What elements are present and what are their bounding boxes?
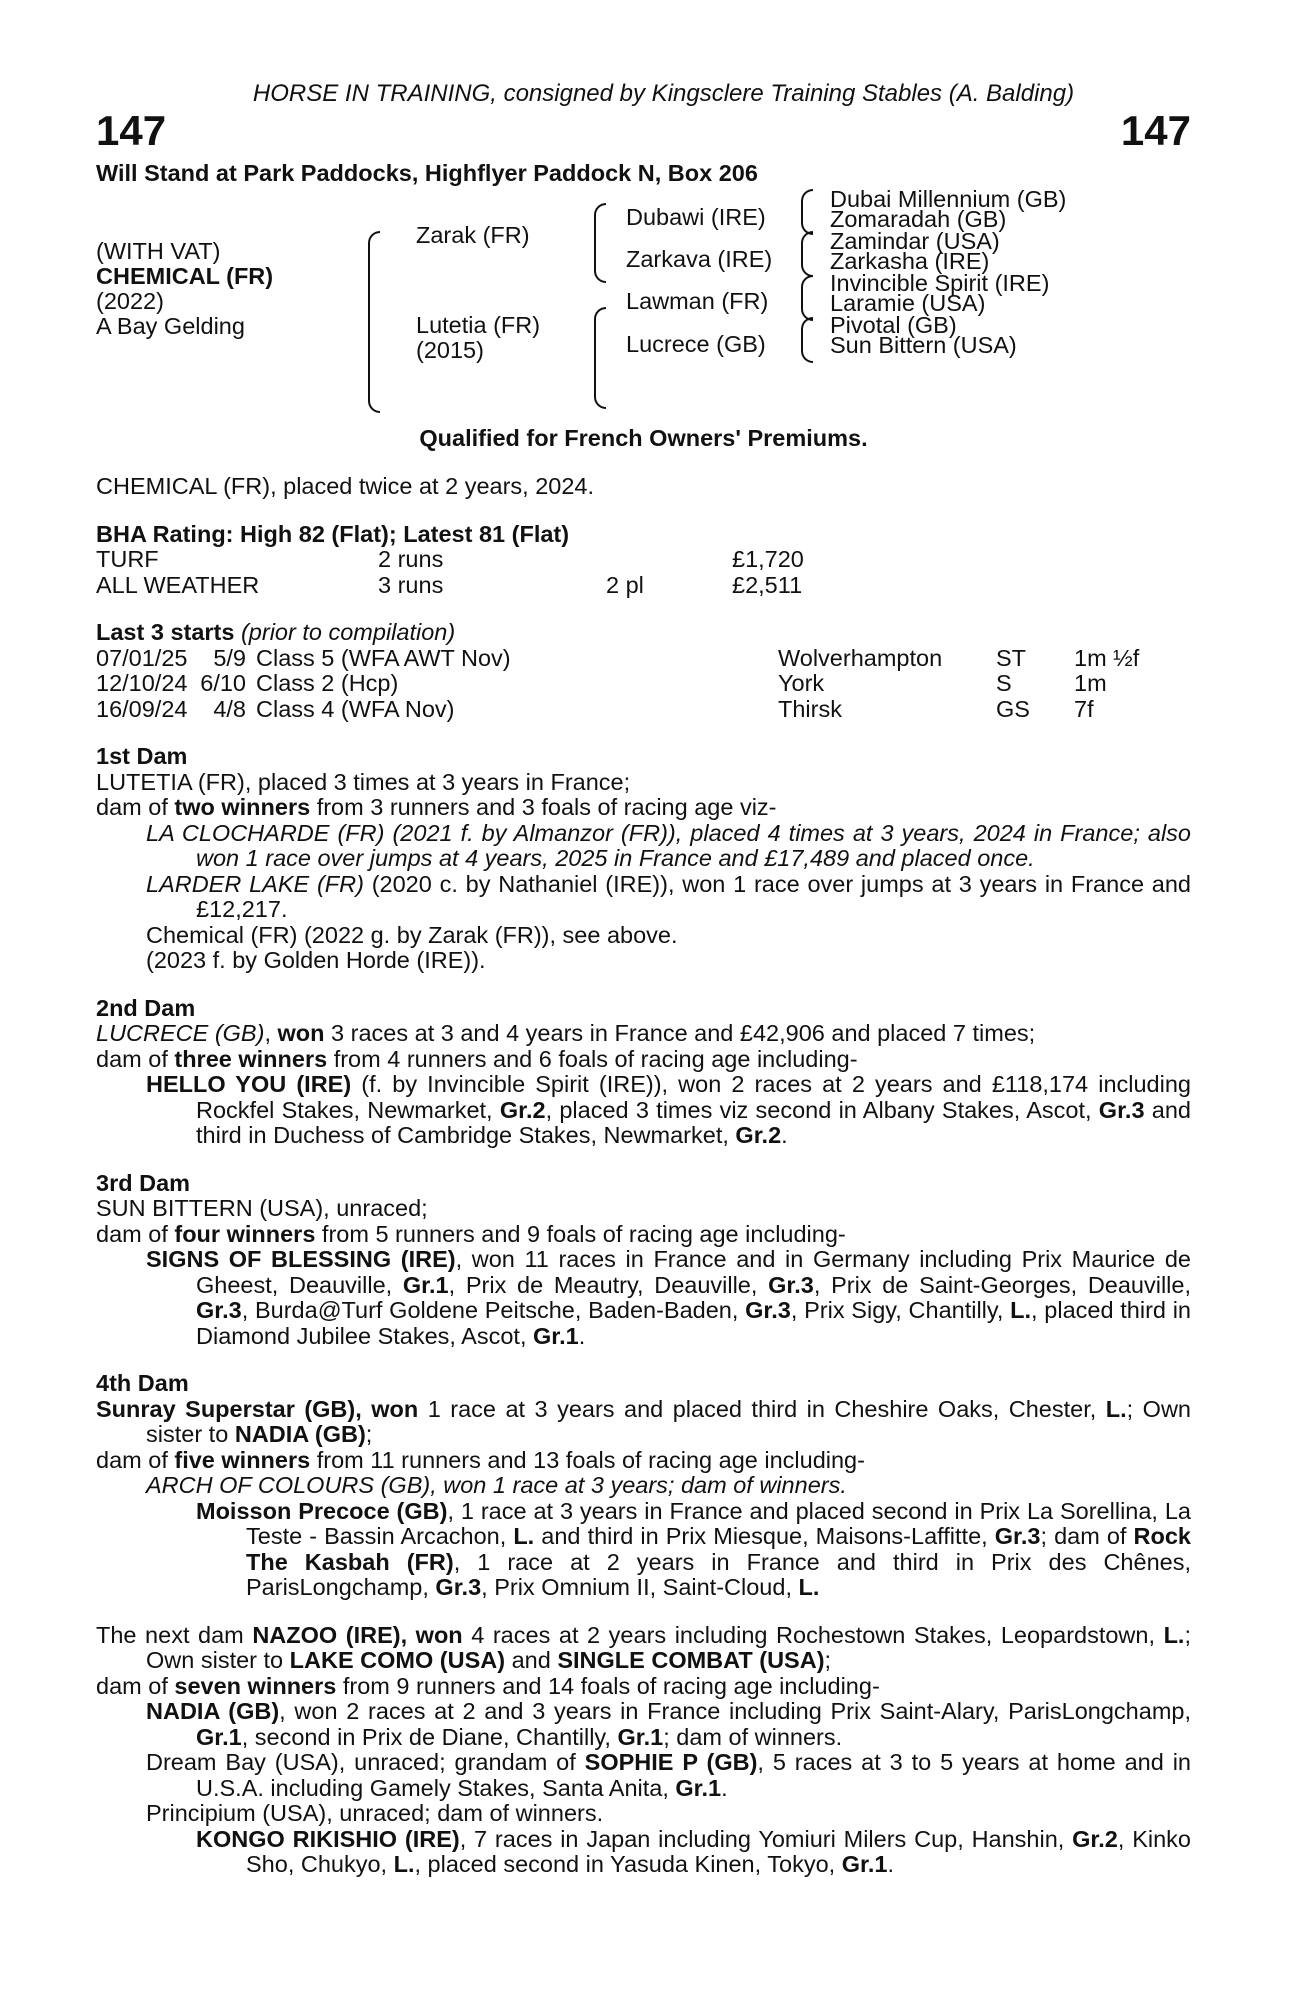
text: , placed 3 times viz second in Albany Stakes, Ascot, — [545, 1096, 1099, 1123]
premiums-note: Qualified for French Owners' Premiums. — [419, 425, 868, 451]
text: 4 races at 2 years including Rochestown Stakes, Leopardstown, — [462, 1621, 1164, 1648]
sibling-name: NADIA (GB) — [234, 1421, 366, 1447]
grand-offspring-entry — [96, 1827, 1191, 1878]
dam-name: Sunray Superstar (GB), won — [96, 1395, 419, 1422]
dam-name: NAZOO (IRE), won — [252, 1621, 463, 1648]
start-row — [96, 697, 1191, 723]
text: and third in Duchess of Cambridge Stakes, Newmarket, — [196, 1096, 1191, 1148]
text: dam of — [96, 1672, 175, 1699]
text: , placed third in Diamond Jubilee Stakes, Ascot, — [196, 1297, 1191, 1349]
offspring-name: HELLO YOU (IRE) — [146, 1071, 352, 1097]
produce-line — [96, 795, 1191, 821]
offspring-entry: LA CLOCHARDE (FR) (2021 f. by Almanzor (FR)), placed 4 times at 3 years, 2024 in France; also won 1 race over jumps at 4 years, 2025 in France and £17,489 and placed once. — [146, 819, 1191, 871]
start-course: Wolverhampton — [778, 644, 943, 671]
text: ; Own sister to — [146, 1395, 1191, 1447]
start-going: GS — [996, 695, 1030, 722]
start-position: 6/10 — [200, 670, 246, 696]
sire-sire: Dubawi (IRE) — [626, 204, 766, 230]
text: , placed second in Yasuda Kinen, Tokyo, — [414, 1851, 842, 1877]
offspring-name: KONGO RIKISHIO (IRE) — [196, 1825, 460, 1852]
offspring-name: Moisson Precoce (GB) — [196, 1497, 448, 1524]
catalogue-page — [96, 80, 1191, 1878]
lot-number-right: 147 — [1120, 107, 1191, 154]
dam-brace — [594, 307, 606, 409]
sire-brace — [594, 203, 606, 283]
grade: L. — [798, 1574, 820, 1600]
text: won — [277, 1020, 325, 1046]
start-race: Class 4 (WFA Nov) — [256, 695, 455, 722]
dam-line — [96, 1021, 1191, 1047]
text: dam of — [96, 1045, 175, 1072]
text: ; dam of winners. — [663, 1723, 843, 1750]
last-starts-block — [96, 620, 1191, 722]
sibling-name: LAKE COMO (USA) — [289, 1647, 506, 1673]
rating-placed — [606, 547, 732, 573]
text: and — [505, 1647, 558, 1673]
sdd: Zarkasha (IRE) — [830, 248, 990, 274]
rating-placed: 2 pl — [606, 571, 644, 598]
offspring-entry — [96, 1072, 1191, 1149]
text: from 3 runners and 3 foals of racing age viz- — [310, 794, 777, 820]
rating-title: BHA Rating: High 82 (Flat); Latest 81 (Flat) — [96, 520, 570, 547]
consignor-line: HORSE IN TRAINING, consigned by Kingsclere Training Stables (A. Balding) — [252, 80, 1075, 107]
offspring-entry: ARCH OF COLOURS (GB), won 1 race at 3 years; dam of winners. — [146, 1472, 847, 1498]
first-dam-section — [96, 744, 1191, 974]
last-starts-heading — [96, 620, 1191, 646]
text: , Prix Omnium II, Saint-Cloud, — [481, 1574, 799, 1600]
start-distance: 7f — [1074, 695, 1094, 722]
text: . — [578, 1322, 586, 1349]
text: ; Own sister to — [146, 1621, 1191, 1673]
grade: Gr.3 — [994, 1523, 1041, 1549]
text: , Kinko Sho, Chukyo, — [246, 1825, 1192, 1877]
start-date: 16/09/24 — [96, 695, 188, 722]
offspring-name: SIGNS OF BLESSING (IRE) — [146, 1246, 456, 1272]
lot-number-row — [96, 107, 1191, 154]
ss-brace — [801, 189, 813, 235]
text: from 9 runners and 14 foals of racing age including- — [336, 1672, 880, 1699]
start-row — [96, 671, 1191, 697]
text: ; — [824, 1647, 832, 1673]
text: , won 11 races in France and in Germany including Prix Maurice de Gheest, Deauville, — [196, 1246, 1191, 1298]
text: , Burda@Turf Goldene Peitsche, Baden-Baden, — [241, 1297, 746, 1323]
produce-line — [96, 1047, 1191, 1073]
text: dam of — [96, 794, 175, 820]
grade: Gr.1 — [533, 1322, 579, 1349]
sd-brace — [801, 231, 813, 277]
pedigree-table — [96, 187, 1191, 417]
grade: Gr.3 — [1098, 1096, 1145, 1123]
text: dam of — [96, 1446, 175, 1473]
sss: Dubai Millennium (GB) — [830, 186, 1067, 212]
dds: Pivotal (GB) — [830, 312, 957, 338]
text: and third in Prix Miesque, Maisons-Laffitte, — [534, 1523, 995, 1549]
offspring-entry: Chemical (FR) (2022 g. by Zarak (FR)), see above. — [146, 921, 678, 948]
start-distance: 1m — [1074, 670, 1107, 696]
last-starts-title: Last 3 starts — [96, 619, 235, 645]
text: ; — [365, 1421, 373, 1447]
section-heading: 1st Dam — [96, 743, 188, 769]
third-dam-section — [96, 1171, 1191, 1350]
offspring-entry — [96, 1699, 1191, 1750]
text: , — [264, 1020, 278, 1046]
dam-line: LUTETIA (FR), placed 3 times at 3 years in France; — [96, 768, 631, 795]
offspring-entry — [96, 1750, 1191, 1801]
offspring-name: LARDER LAKE (FR) — [146, 870, 364, 897]
start-race: Class 5 (WFA AWT Nov) — [256, 644, 511, 671]
start-position: 4/8 — [213, 695, 246, 722]
offspring-entry — [96, 1247, 1191, 1349]
text: , 5 races at 3 to 5 years at home and in U.S.A. including Gamely Stakes, Santa Anita, — [196, 1749, 1191, 1801]
grade: L. — [1163, 1621, 1185, 1648]
rating-runs: 3 runs — [378, 571, 444, 598]
text: from 5 runners and 9 foals of racing age including- — [315, 1220, 846, 1247]
race-summary: CHEMICAL (FR), placed twice at 2 years, 2024. — [96, 473, 595, 499]
grade: L. — [1010, 1297, 1032, 1323]
text: , Prix de Meautry, Deauville, — [448, 1271, 769, 1298]
dam-dam: Lucrece (GB) — [626, 331, 766, 357]
text: 3 races at 3 and 4 years in France and £42,906 and placed 7 times; — [324, 1020, 1036, 1046]
ds-brace — [801, 275, 813, 321]
winners-count: two winners — [174, 794, 311, 820]
rating-block — [96, 522, 1191, 599]
start-row — [96, 646, 1191, 672]
start-course: York — [778, 670, 825, 696]
second-dam-section — [96, 996, 1191, 1149]
start-going: ST — [996, 644, 1027, 671]
dam-year: (2015) — [416, 337, 484, 363]
text: . — [887, 1851, 894, 1877]
fourth-dam-section — [96, 1371, 1191, 1601]
grade: Gr.2 — [1072, 1825, 1118, 1852]
grade: Gr.2 — [499, 1096, 546, 1123]
winners-count: three winners — [174, 1045, 328, 1072]
text: , 7 races in Japan including Yomiuri Milers Cup, Hanshin, — [459, 1825, 1073, 1852]
text: , won 2 races at 2 and 3 years in France including Prix Saint-Alary, ParisLongchamp, — [279, 1698, 1191, 1724]
dam-line — [96, 1397, 1191, 1448]
rating-prize: £2,511 — [732, 571, 803, 598]
rating-runs: 2 runs — [378, 546, 444, 572]
produce-line — [96, 1448, 1191, 1474]
section-heading: 2nd Dam — [96, 994, 196, 1021]
text: , Prix Sigy, Chantilly, — [790, 1297, 1011, 1323]
text: The next dam — [96, 1621, 253, 1648]
start-date: 07/01/25 — [96, 644, 188, 671]
produce-line — [96, 1222, 1191, 1248]
offspring-entry: (2023 f. by Golden Horde (IRE)). — [146, 947, 486, 973]
text: from 11 runners and 13 foals of racing age including- — [310, 1446, 865, 1473]
start-course: Thirsk — [778, 695, 842, 722]
start-going: S — [996, 670, 1012, 696]
dam-name: LUCRECE (GB) — [96, 1020, 265, 1046]
ddd: Sun Bittern (USA) — [830, 332, 1017, 358]
lot-number-left: 147 — [96, 107, 167, 154]
grade: Gr.3 — [768, 1271, 814, 1298]
grade: Gr.1 — [841, 1851, 888, 1877]
grade: Gr.1 — [675, 1774, 722, 1801]
grade: L. — [513, 1523, 535, 1549]
rating-surface: ALL WEATHER — [96, 571, 260, 598]
stand-location: Will Stand at Park Paddocks, Highflyer Paddock N, Box 206 — [96, 160, 758, 186]
dam-sire: Lawman (FR) — [626, 288, 769, 314]
start-position: 5/9 — [213, 644, 246, 671]
dd-brace — [801, 317, 813, 363]
text: 1 race at 3 years and placed third in Cheshire Oaks, Chester, — [418, 1395, 1106, 1422]
text: (2020 c. by Nathaniel (IRE)), won 1 race over jumps at 3 years in France and £12,217. — [196, 870, 1191, 922]
offspring-name: Rock The Kasbah (FR) — [246, 1523, 1191, 1575]
grade: Gr.3 — [745, 1297, 791, 1323]
text: . — [781, 1122, 788, 1148]
start-race: Class 2 (Hcp) — [256, 670, 399, 696]
offspring-entry — [96, 872, 1191, 923]
section-heading: 3rd Dam — [96, 1169, 191, 1196]
last-starts-note: (prior to compilation) — [240, 619, 456, 645]
sds: Zamindar (USA) — [830, 228, 1000, 254]
text: dam of — [96, 1220, 175, 1247]
rating-row — [96, 547, 1191, 573]
grand-offspring-entry — [96, 1499, 1191, 1601]
horse-name: CHEMICAL (FR) — [96, 263, 274, 289]
winners-count: five winners — [174, 1446, 311, 1473]
text: from 4 runners and 6 foals of racing age including- — [327, 1045, 858, 1072]
section-heading: 4th Dam — [96, 1370, 189, 1396]
ssd: Zomaradah (GB) — [830, 206, 1007, 232]
winners-count: four winners — [174, 1220, 316, 1247]
text: , 1 race at 2 years in France and third in Prix des Chênes, ParisLongchamp, — [246, 1548, 1191, 1600]
rating-surface: TURF — [96, 546, 159, 572]
text: . — [721, 1774, 728, 1801]
dss: Invincible Spirit (IRE) — [830, 270, 1050, 296]
grade: Gr.3 — [196, 1297, 242, 1323]
horse-description: A Bay Gelding — [96, 313, 245, 339]
dam: Lutetia (FR) — [416, 312, 541, 338]
grade: Gr.3 — [435, 1574, 482, 1600]
produce-line — [96, 1674, 1191, 1700]
sire: Zarak (FR) — [416, 222, 530, 248]
start-distance: 1m ½f — [1074, 644, 1140, 671]
winners-count: seven winners — [174, 1672, 337, 1699]
offspring-name: NADIA (GB) — [146, 1698, 280, 1724]
dam-line: SUN BITTERN (USA), unraced; — [96, 1195, 428, 1221]
text: ; dam of — [1040, 1523, 1134, 1549]
grade: L. — [393, 1851, 415, 1877]
grade: L. — [1105, 1395, 1127, 1422]
horse-year: (2022) — [96, 288, 164, 314]
offspring-entry: Principium (USA), unraced; dam of winners. — [146, 1800, 604, 1826]
text: , second in Prix de Diane, Chantilly, — [241, 1723, 618, 1750]
dsd: Laramie (USA) — [830, 290, 986, 316]
vat-note: (WITH VAT) — [96, 238, 221, 264]
sire-dam: Zarkava (IRE) — [626, 246, 773, 272]
grade: Gr.2 — [735, 1122, 782, 1148]
start-date: 12/10/24 — [96, 670, 188, 696]
text: Dream Bay (USA), unraced; grandam of — [146, 1749, 585, 1775]
text: , Prix de Saint-Georges, Deauville, — [813, 1271, 1192, 1298]
dam-line — [96, 1623, 1191, 1674]
offspring-name: SOPHIE P (GB) — [584, 1749, 758, 1775]
grade: Gr.1 — [402, 1271, 449, 1298]
sibling-name: SINGLE COMBAT (USA) — [557, 1647, 825, 1673]
text: , 1 race at 3 years in France and placed second in Prix La Sorellina, La Teste - Bassin Arcachon, — [246, 1497, 1191, 1549]
next-dam-section — [96, 1623, 1191, 1878]
rating-row — [96, 573, 1191, 599]
rating-prize: £1,720 — [732, 546, 804, 572]
grade: Gr.1 — [617, 1723, 664, 1750]
text: (f. by Invincible Spirit (IRE)), won 2 races at 2 years and £118,174 including Rockfel Stakes, Newmarket, — [196, 1071, 1191, 1123]
main-brace — [368, 231, 380, 413]
grade: Gr.1 — [196, 1723, 242, 1750]
